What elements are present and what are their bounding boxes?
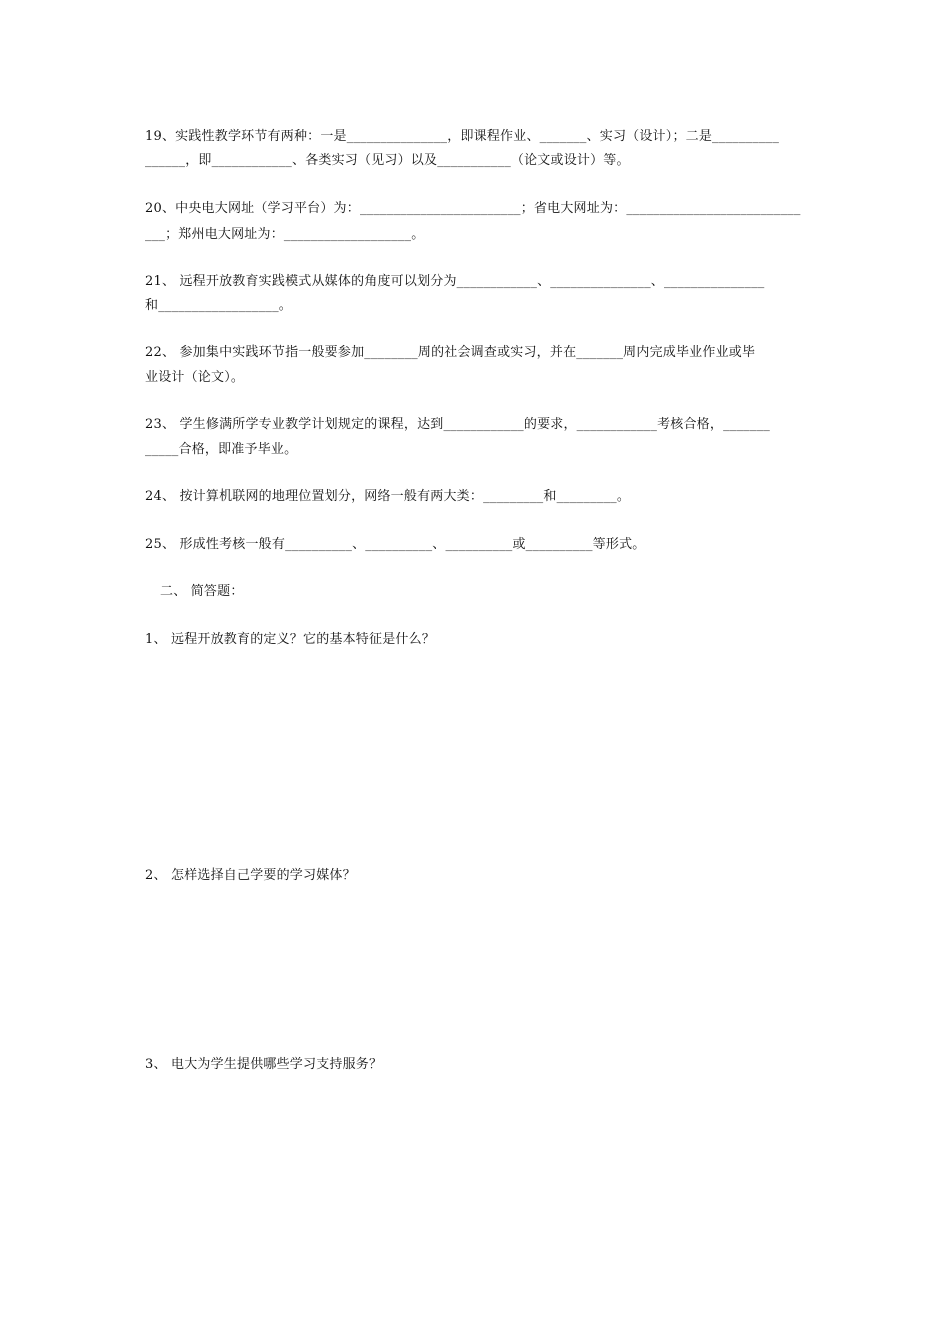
question-21-line-1: 21、 远程开放教育实践模式从媒体的角度可以划分为____________、_______________、_______________ [145,274,765,289]
question-20-line-2: ___；郑州电大网址为：___________________。 [145,227,425,242]
question-22-line-1: 22、 参加集中实践环节指一般要参加________周的社会调查或实习，并在_______周内完成毕业作业或毕 [145,345,756,360]
question-25-line-1: 25、 形成性考核一般有__________、__________、__________或__________等形式。 [145,537,646,552]
question-21-line-2: 和__________________。 [145,298,292,313]
question-23-line-1: 23、 学生修满所学专业教学计划规定的课程，达到____________的要求，____________考核合格，_______ [145,417,770,432]
question-20-line-1: 20、中央电大网址（学习平台）为：________________________；省电大网址为：__________________________ [145,201,801,216]
question-22-line-2: 业设计（论文）。 [145,370,245,385]
short-answer-3: 3、 电大为学生提供哪些学习支持服务？ [145,1057,383,1072]
question-19-line-2: ______，即____________、各类实习（见习）以及___________（论文或设计）等。 [145,153,630,168]
question-19-line-1: 19、实践性教学环节有两种：一是_______________，即课程作业、_______、实习（设计）；二是__________ [145,129,780,144]
question-23-line-2: _____合格，即准予毕业。 [145,442,298,457]
section-heading-short-answer: 二、 简答题： [160,584,244,599]
short-answer-1: 1、 远程开放教育的定义？它的基本特征是什么？ [145,632,436,647]
short-answer-2: 2、 怎样选择自己学要的学习媒体？ [145,868,356,883]
question-24-line-1: 24、 按计算机联网的地理位置划分，网络一般有两大类：_________和_________。 [145,489,631,504]
